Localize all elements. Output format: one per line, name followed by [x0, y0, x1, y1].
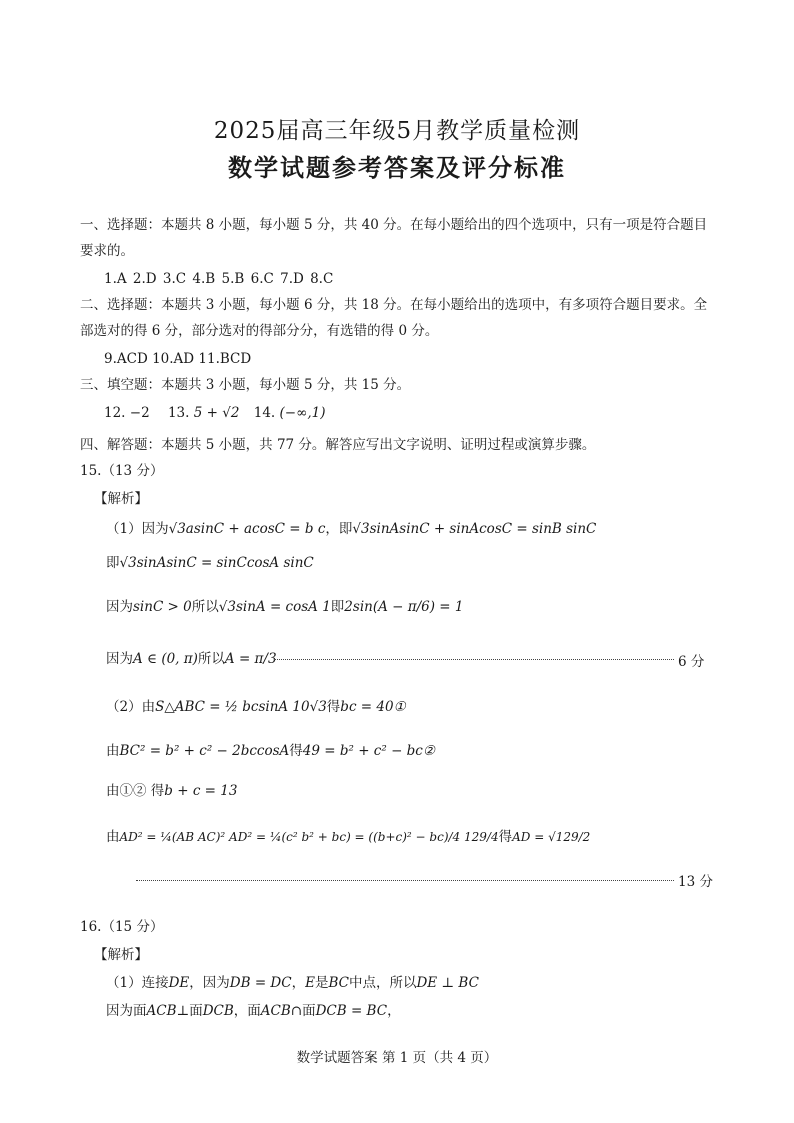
- q15-p2-l1-text-b: 得: [326, 699, 341, 715]
- q15-p1-l1-text-a: （1）因为: [106, 521, 169, 537]
- section4-instructions: 四、解答题：本题共 5 小题，共 77 分。解答应写出文字说明、证明过程或演算步骤。: [80, 437, 596, 453]
- q16-l2-math-d: DCB = BC: [315, 1003, 388, 1019]
- q16-l2-text-a: 因为面: [106, 1003, 147, 1019]
- q15-part1-score: 6 分: [678, 654, 705, 670]
- q15-part1-line1: [106, 520, 596, 538]
- q15-p2-l1-text-a: （2）由: [106, 699, 156, 715]
- q16-l2-math-c: ACB: [260, 1003, 291, 1019]
- q15-p2-l2-text-a: 由: [106, 743, 120, 759]
- q15-p2-l4-formula-b: AD = √129/2: [512, 830, 591, 844]
- q15-p2-l3-text: 由①② 得: [106, 783, 165, 799]
- answer-14-label: 14.: [253, 405, 276, 421]
- q15-part1-line4: [106, 650, 277, 668]
- q16-l1-text-e: 中点，所以: [348, 975, 417, 991]
- q16-l1-math-c: E: [305, 975, 315, 991]
- q15-part2-score-leader: [136, 880, 674, 881]
- q16-analysis-heading: 【解析】: [94, 947, 148, 963]
- q15-p1-l3-text-c: 即: [330, 599, 345, 615]
- q15-p2-l2-text-b: 得: [289, 743, 303, 759]
- q15-analysis-heading: 【解析】: [94, 491, 148, 507]
- q16-l1-math-a: DE: [168, 975, 190, 991]
- page-subtitle: 数学试题参考答案及评分标准: [228, 153, 566, 182]
- q15-p1-l3-formula-a: sinC > 0: [133, 599, 192, 615]
- answer-12: 12. −2: [104, 405, 150, 421]
- section3-answers: [104, 404, 326, 422]
- q16-label: 16.（15 分）: [80, 919, 164, 935]
- q16-l1-math-e: DE ⊥ BC: [416, 975, 479, 991]
- answer-13-value: 5 + √2: [193, 405, 240, 421]
- q15-p1-l3-formula-b: √3sinA = cosA 1: [218, 599, 331, 615]
- q15-p2-l4-text-b: 得: [498, 829, 513, 845]
- section1-answers: 1.A 2.D 3.C 4.B 5.B 6.C 7.D 8.C: [104, 271, 334, 287]
- q15-p2-l4-formula-a: AD² = ¼(AB AC)² AD² = ¼(c² b² + bc) = ((b+c)² − bc)/4 129/4: [119, 830, 499, 844]
- q15-part2-line1: [106, 698, 406, 716]
- q15-p1-l1-formula-b: √3sinAsinC + sinAcosC = sinB sinC: [352, 521, 597, 537]
- page-footer: 数学试题答案 第 1 页（共 4 页）: [296, 1050, 498, 1066]
- q15-part1-score-leader: [274, 659, 674, 660]
- page-title: 2025届高三年级5月教学质量检测: [213, 118, 581, 144]
- q15-part1-line3: [106, 598, 464, 616]
- q16-l1-text-c: ，: [291, 975, 306, 991]
- q15-p1-l3-text-b: 所以: [191, 599, 219, 615]
- q15-p1-l4-formula-b: A = π/3: [224, 651, 277, 667]
- section2-answers: 9.ACD 10.AD 11.BCD: [104, 351, 252, 367]
- section3-instructions: 三、填空题：本题共 3 小题，每小题 5 分，共 15 分。: [80, 377, 411, 393]
- q16-l2-math-a: ACB: [146, 1003, 177, 1019]
- q15-p1-l1-formula-a: √3asinC + acosC = b c: [168, 521, 326, 537]
- q15-p1-l4-text-a: 因为: [106, 651, 133, 667]
- q16-l2-text-d: ∩面: [290, 1003, 316, 1019]
- q15-part2-line3: [106, 782, 237, 800]
- q16-l2-math-b: DCB: [202, 1003, 234, 1019]
- answer-13-label: 13.: [167, 405, 190, 421]
- q15-p2-l3-formula: b + c = 13: [164, 783, 238, 799]
- q15-part2-line4: [106, 828, 590, 846]
- section2-instructions-line1: 二、选择题：本题共 3 小题，每小题 6 分，共 18 分。在每小题给出的选项中，有多项符合题目要求。全: [80, 297, 708, 313]
- q15-p2-l4-text-a: 由: [106, 829, 120, 845]
- q16-l1-text-b: ，因为: [189, 975, 230, 991]
- q16-part1-line2: [106, 1002, 401, 1020]
- q16-l1-text-d: 是: [314, 975, 329, 991]
- q15-p2-l2-formula-a: BC² = b² + c² − 2bccosA: [119, 743, 290, 759]
- q15-part2-score: 13 分: [678, 874, 713, 890]
- answer-14-value: (−∞,1): [279, 405, 326, 421]
- q15-part2-line2: [106, 742, 435, 760]
- q16-l1-math-b: DB = DC: [229, 975, 292, 991]
- q15-p1-l2-formula: √3sinAsinC = sinCcosA sinC: [119, 555, 314, 571]
- q15-p1-l4-text-b: 所以: [197, 651, 225, 667]
- q16-l2-text-c: ，面: [233, 1003, 261, 1019]
- q15-p1-l3-text-a: 因为: [106, 599, 133, 615]
- section1-instructions-line2: 要求的。: [80, 243, 134, 259]
- q15-p2-l1-formula-a: S△ABC = ½ bcsinA 10√3: [155, 699, 327, 715]
- q15-p1-l3-formula-c: 2sin(A − π/6) = 1: [344, 599, 464, 615]
- q15-p2-l1-formula-b: bc = 40①: [340, 699, 406, 715]
- q15-p2-l2-formula-b: 49 = b² + c² − bc②: [302, 743, 435, 759]
- q15-p1-l4-formula-a: A ∈ (0, π): [133, 651, 198, 667]
- q16-l1-math-d: BC: [328, 975, 349, 991]
- q15-p1-l1-text-b: ，即: [325, 521, 353, 537]
- q16-l2-text-e: ，: [387, 1003, 401, 1019]
- q16-l1-text-a: （1）连接: [106, 975, 169, 991]
- section1-instructions-line1: 一、选择题：本题共 8 小题，每小题 5 分，共 40 分。在每小题给出的四个选项中，只有一项是符合题目: [80, 217, 708, 233]
- q15-part1-line2: [106, 554, 314, 572]
- section2-instructions-line2: 部选对的得 6 分，部分选对的得部分分，有选错的得 0 分。: [80, 323, 439, 339]
- q16-l2-text-b: ⊥面: [176, 1003, 203, 1019]
- q15-label: 15.（13 分）: [80, 463, 164, 479]
- q15-p1-l2-text: 即: [106, 555, 120, 571]
- q16-part1-line1: [106, 974, 479, 992]
